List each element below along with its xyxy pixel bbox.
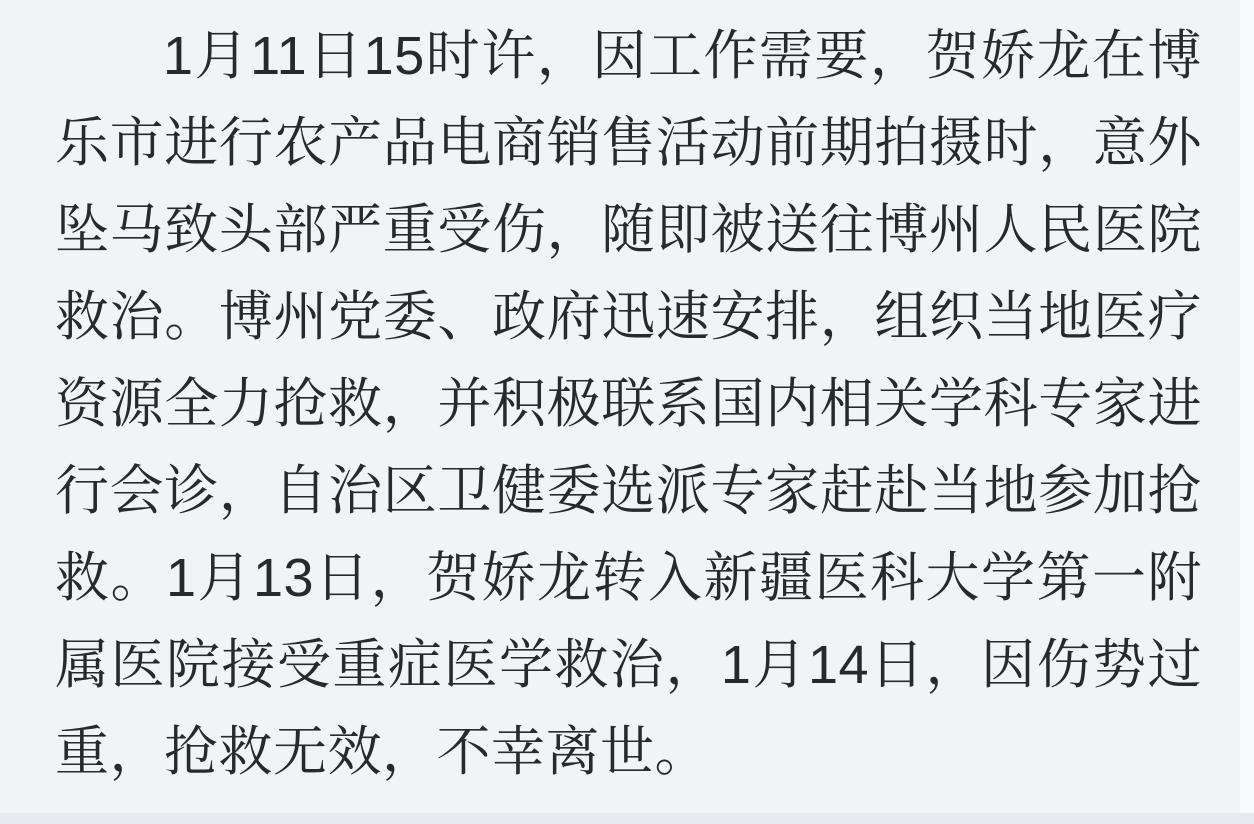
right-edge-band: [1240, 0, 1254, 824]
bottom-edge-band: [0, 813, 1254, 824]
text-line: 坠马致头部严重受伤，随即被送往博州人民医院: [55, 200, 1202, 260]
text-line: 乐市进行农产品电商销售活动前期拍摄时，意外: [55, 113, 1202, 173]
text-line: 重，抢救无效，不幸离世。: [55, 722, 709, 782]
article-text: [55, 13, 1202, 796]
text-line: 资源全力抢救，并积极联系国内相关学科专家进: [55, 374, 1202, 434]
text-line: 1月11日15时许，因工作需要，贺娇龙在博: [163, 26, 1202, 86]
text-line: 救治。博州党委、政府迅速安排，组织当地医疗: [55, 287, 1202, 347]
text-line: 属医院接受重症医学救治，1月14日，因伤势过: [55, 635, 1202, 695]
text-line: 救。1月13日，贺娇龙转入新疆医科大学第一附: [55, 548, 1202, 608]
text-line: 行会诊，自治区卫健委选派专家赶赴当地参加抢: [55, 461, 1202, 521]
